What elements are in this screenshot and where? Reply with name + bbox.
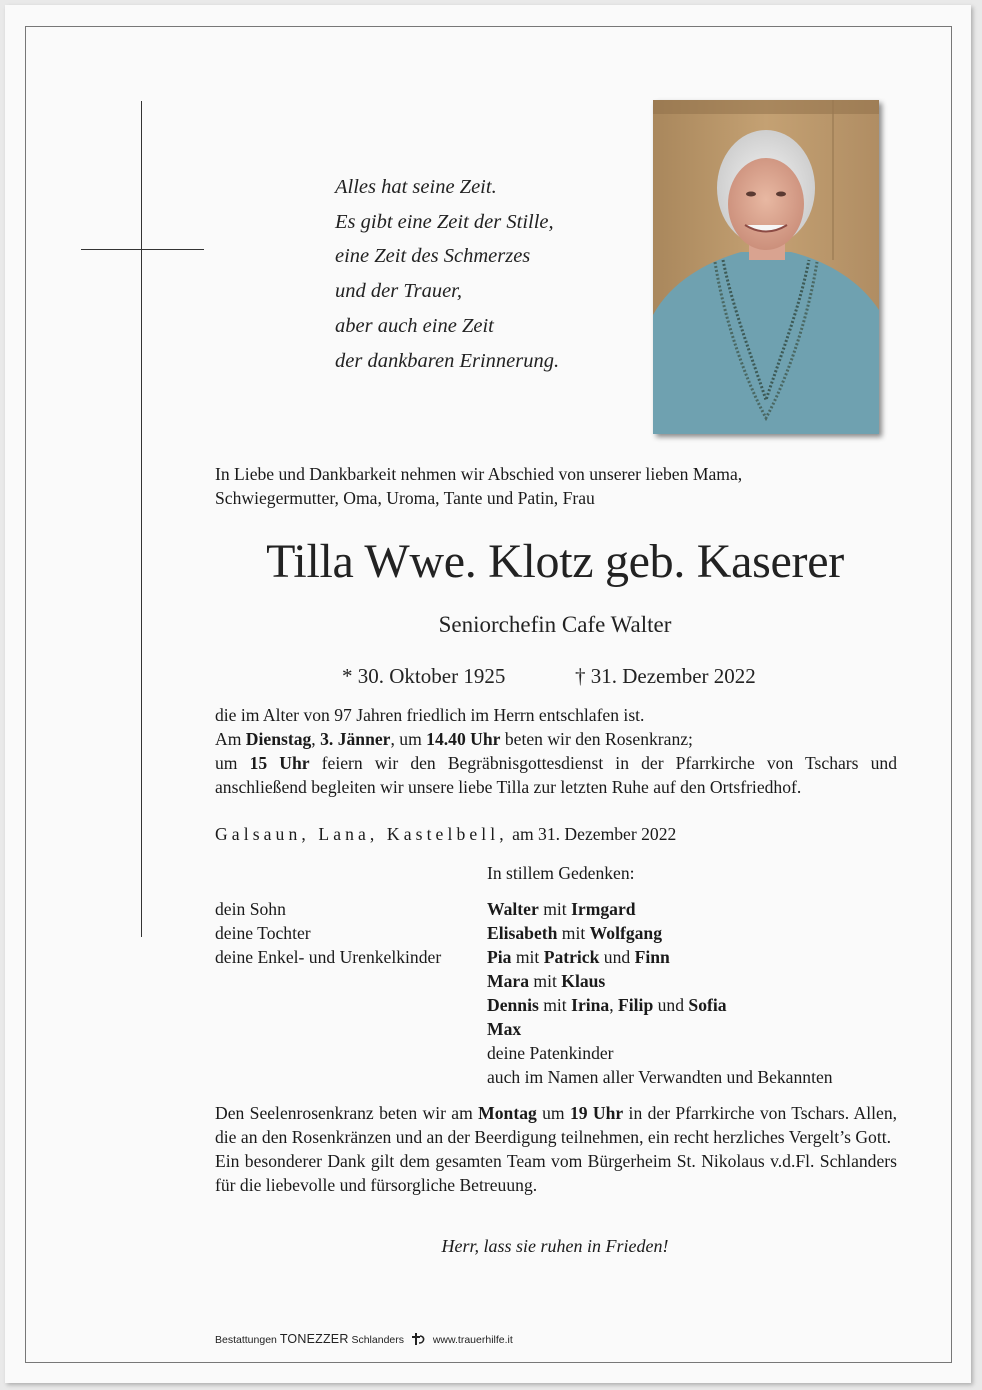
role-item: deine Tochter [215,923,311,943]
intro-text [215,462,897,510]
age-line: die im Alter von 97 Jahren friedlich im Herrn entschlafen ist. [215,705,645,725]
closing-text [215,1101,897,1197]
rosary-line: Am Dienstag, 3. Jänner, um 14.40 Uhr beten wir den Rosenkranz; [215,729,693,749]
role-item: deine Enkel- und Urenkelkinder [215,947,442,967]
deceased-title: Seniorchefin Cafe Walter [438,612,672,637]
mourner-item: Walter mit Irmgard [487,899,636,919]
service-paragraph: um 15 Uhr feiern wir den Begräbnisgottesdienst in der Pfarrkirche von Tschars und anschließend begleiten wir unsere liebe Tilla zur letzten Ruhe auf den Ortsfriedhof. [215,753,897,797]
poem-line: und der Trauer, [335,280,463,303]
blessing-line: Herr, lass sie ruhen in Frieden! [441,1236,669,1256]
mourner-item: Max [487,1019,522,1039]
thanks-paragraph: Ein besonderer Dank gilt dem gesamten Team vom Bürgerheim St. Nikolaus v.d.Fl. Schlanders für die liebevolle und fürsorgliche Betreuung. [215,1151,897,1195]
footer-prefix: Bestattungen [215,1334,280,1346]
poem-line: der dankbaren Erinnerung. [335,349,560,372]
footer-brand: TONEZZER [279,1332,349,1346]
deceased-name: Tilla Wwe. Klotz geb. Kaserer [266,535,844,588]
towns: Galsaun, Lana, Kastelbell, [215,824,508,844]
cross-logo-icon [410,1332,426,1346]
role-item: dein Sohn [215,899,286,919]
poem-line: aber auch eine Zeit [335,314,494,337]
funeral-details [215,703,897,799]
footer-website-link[interactable]: www.trauerhilfe.it [432,1334,513,1346]
seelenrosenkranz-paragraph: Den Seelenrosenkranz beten wir am Montag um 19 Uhr in der Pfarrkirche von Tschars. Allen, die an den Rosenkränzen und an der Beerdigung teilnehmen, ein recht herzliches Vergelt’s Gott. [215,1103,898,1147]
intro-line: Schwiegermutter, Oma, Uroma, Tante und Patin, Frau [215,488,595,508]
mourner-item: auch im Namen aller Verwandten und Bekannten [487,1067,833,1087]
footer [215,1332,513,1347]
poem [335,170,635,378]
mourners-list [487,861,833,1089]
poem-line: Alles hat seine Zeit. [335,176,497,198]
poem-line: eine Zeit des Schmerzes [335,245,531,268]
birth-date: * 30. Oktober 1925 [342,664,506,688]
poem-line: Es gibt eine Zeit der Stille, [335,210,554,233]
mourner-item: Elisabeth mit Wolfgang [487,923,663,943]
relation-roles [215,897,441,969]
intro-line: In Liebe und Dankbarkeit nehmen wir Abschied von unserer lieben Mama, [215,464,743,484]
mourner-item: Mara mit Klaus [487,971,606,991]
portrait-photo [653,100,879,434]
cross-horizontal-bar [81,249,204,250]
obituary-sheet [5,5,971,1383]
mourner-item: Pia mit Patrick und Finn [487,947,670,967]
mourners-heading: In stillem Gedenken: [487,863,635,883]
mourner-item: Dennis mit Irina, Filip und Sofia [487,995,727,1015]
cross-vertical-bar [141,101,142,937]
mourner-item: deine Patenkinder [487,1043,614,1063]
announcement-date: am 31. Dezember 2022 [507,824,677,844]
footer-suffix: Schlanders [348,1334,404,1346]
place-date-line [215,822,897,846]
death-date: † 31. Dezember 2022 [575,664,756,688]
